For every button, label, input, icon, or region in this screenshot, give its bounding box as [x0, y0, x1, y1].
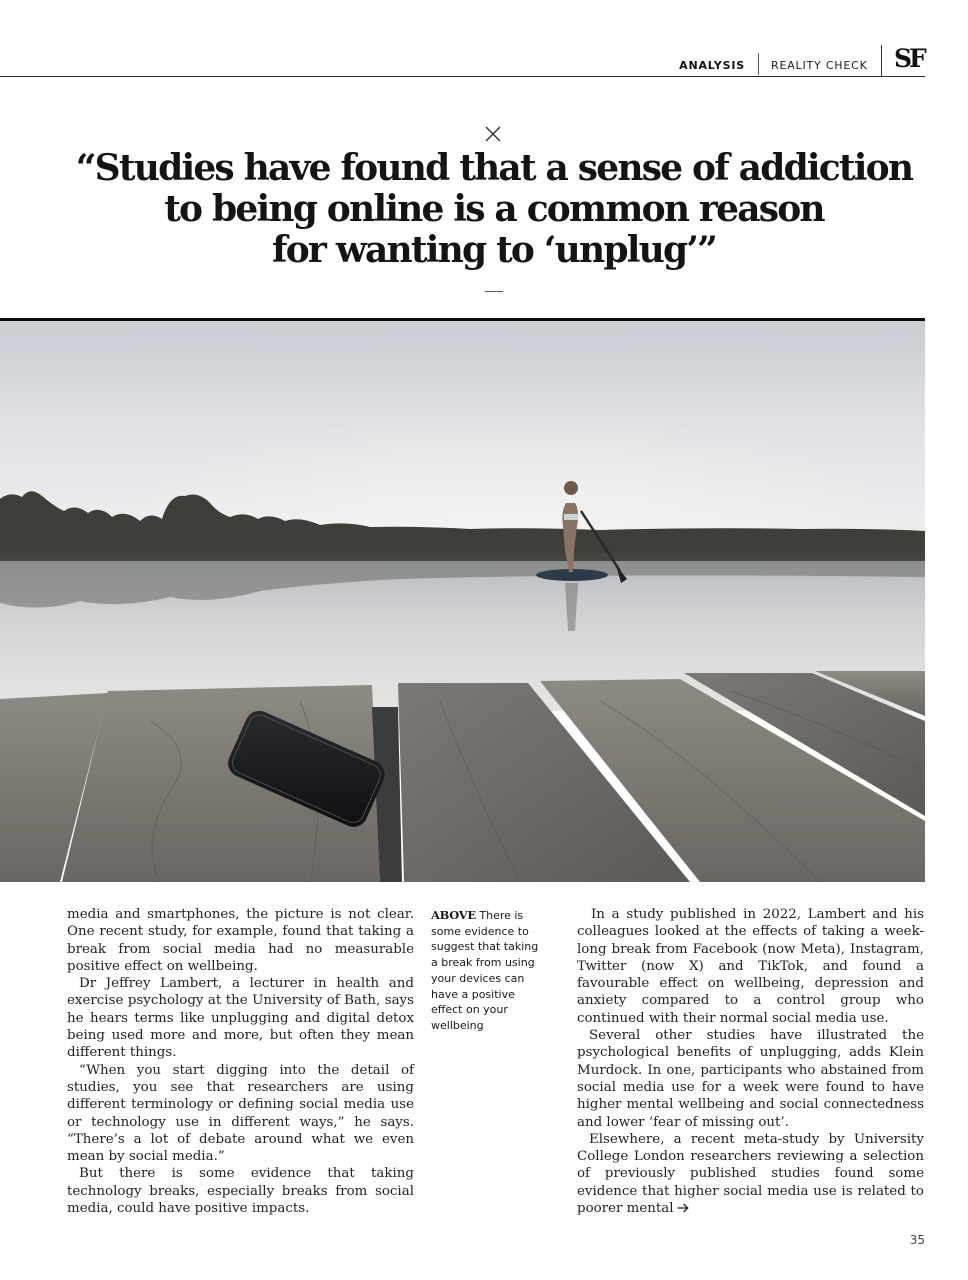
paragraph: Several other studies have illustrated the psychological benefits of unplugging, adds Klein Murdock. In one, participants who abstained from social media use for a week were found to have higher mental wellbeing and social connectedness and lower ‘fear of missing out’. [577, 1028, 924, 1130]
quote-divider [485, 291, 503, 292]
lake-jetty-photo [0, 321, 925, 882]
caption-text: There is some evidence to suggest that taking a break from using your devices can have a positive effect on your wellbeing [431, 909, 539, 1032]
header-divider [881, 45, 882, 76]
arrow-right-icon [677, 1203, 689, 1213]
pull-quote-line: to being online is a common reason [164, 188, 824, 230]
header-rule [0, 76, 925, 77]
paragraph: Dr Jeffrey Lambert, a lecturer in health and exercise psychology at the University of Bath, says he hears terms like unplugging and digital detox being used more and more, but often they mean different things. [67, 976, 414, 1061]
body-column-left [67, 906, 414, 1217]
body-column-right [577, 906, 924, 1217]
paragraph-text: Elsewhere, a recent meta-study by University College London researchers reviewing a selection of previously published studies found some evidence that higher social media use is related to poorer mental [577, 1131, 924, 1217]
pull-quote-line: “Studies have found that a sense of addiction [75, 147, 913, 189]
pull-quote [60, 148, 928, 271]
paragraph: In a study published in 2022, Lambert and his colleagues looked at the effects of taking a week-long break from Facebook (now Meta), Instagram, Twitter (now X) and TikTok, and found a favourable effect on wellbeing, depression and anxiety compared to a control group who continued with their normal social media use. [577, 907, 924, 1026]
magazine-logo: SF [894, 44, 924, 73]
paragraph: “When you start digging into the detail of studies, you see that researchers are using different terminology or defining social media use or technology use in different ways,” he says. “There’s a lot of debate around what we even mean by social media.” [67, 1062, 414, 1165]
page-number: 35 [909, 1233, 925, 1247]
header-divider [758, 53, 759, 75]
paragraph: media and smartphones, the picture is not clear. One recent study, for example, found that taking a break from social media had no measurable positive effect on wellbeing. [67, 907, 414, 974]
section-label: ANALYSIS [679, 59, 745, 72]
caption-label: ABOVE [431, 908, 476, 922]
close-icon [483, 124, 503, 144]
pull-quote-line: for wanting to ‘unplug’” [272, 229, 716, 271]
subsection-label: REALITY CHECK [771, 59, 868, 72]
photo-caption [431, 908, 543, 1034]
paragraph: But there is some evidence that taking technology breaks, especially breaks from social media, could have positive impacts. [67, 1166, 414, 1217]
paragraph [577, 1131, 924, 1217]
